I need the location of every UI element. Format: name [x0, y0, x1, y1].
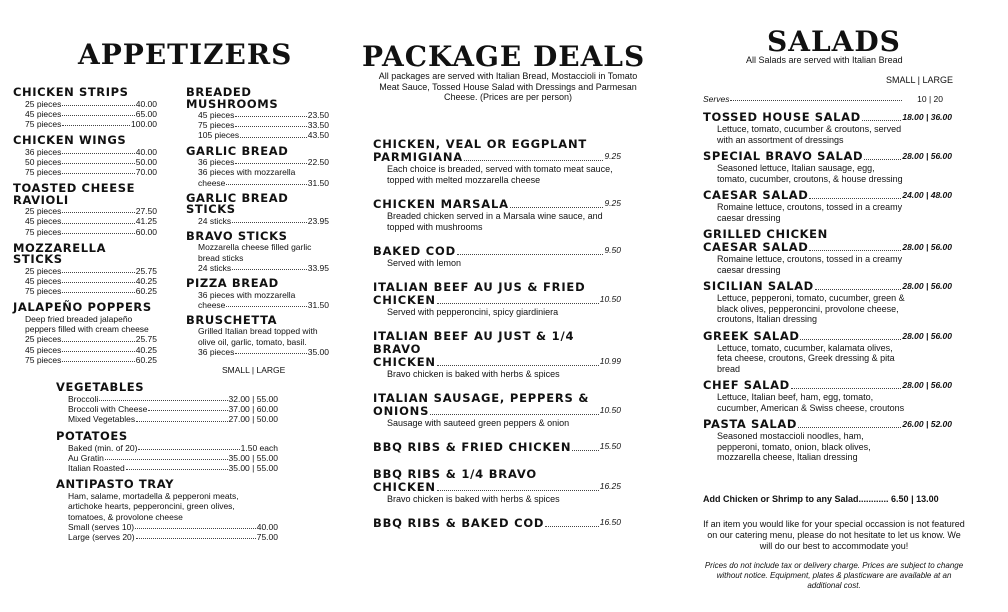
row-label: 24 sticks — [198, 262, 232, 273]
leader-dots — [809, 241, 901, 251]
salad-price-row — [703, 280, 952, 293]
price-row — [186, 300, 329, 310]
row-price: 33.50 — [307, 120, 329, 131]
price-row — [13, 266, 157, 276]
package-price-row — [373, 198, 621, 211]
row-label: 36 pieces — [25, 146, 62, 157]
price-row — [56, 532, 278, 542]
price-row — [186, 290, 329, 300]
price-row — [186, 157, 329, 167]
leader-dots — [862, 111, 902, 121]
package-desc: Served with pepperoncini, spicy giardiniera — [387, 307, 559, 317]
leader-dots — [148, 404, 227, 411]
salad-item — [703, 150, 952, 184]
row-price: 23.50 — [307, 110, 329, 120]
row-price: 1.50 each — [240, 442, 278, 453]
price-row — [13, 167, 157, 177]
salad-price: 28.00 | 56.00 — [902, 281, 952, 291]
row-price: 100.00 — [131, 118, 157, 129]
salad-item — [703, 418, 952, 463]
leader-dots — [136, 414, 227, 421]
salad-price-row — [703, 189, 952, 202]
leader-dots — [62, 157, 134, 164]
package-name: CHICKEN, VEAL OR EGGPLANT — [373, 137, 588, 151]
package-price-row — [373, 517, 621, 530]
leader-dots — [138, 443, 239, 450]
price-row — [56, 463, 278, 473]
row-label: Italian Roasted — [68, 463, 125, 474]
package-name: BBQ RIBS & BAKED COD — [373, 516, 545, 530]
row-price: 32.00 | 55.00 — [228, 394, 278, 404]
package-name-cont: ONIONS — [373, 404, 430, 418]
package-name: CHICKEN MARSALA — [373, 197, 509, 211]
row-price: 37.00 | 60.00 — [228, 404, 278, 415]
leader-dots — [105, 453, 228, 460]
price-row — [56, 443, 278, 453]
price-row — [13, 345, 157, 355]
row-label: cheese — [198, 299, 226, 310]
leader-dots — [815, 280, 902, 290]
appetizer-desc: Mozzarella cheese filled garlic bread sticks — [198, 242, 312, 263]
salad-desc: Lettuce, pepperoni, tomato, cucumber, green & black olives, pepperoncini, provolone cheese, croutons, Italian dressing — [717, 293, 905, 324]
price-row — [186, 178, 329, 188]
salad-name: CAESAR SALAD — [703, 188, 809, 202]
salad-price-row — [703, 418, 952, 431]
side-section — [56, 478, 278, 542]
leader-dots — [62, 99, 134, 106]
leader-dots — [235, 157, 306, 164]
package-price: 16.25 — [599, 481, 621, 491]
price-row — [13, 227, 157, 237]
row-price: 35.00 — [307, 346, 329, 357]
row-price: 27.00 | 50.00 — [228, 414, 278, 425]
salad-name: CHEF SALAD — [703, 378, 790, 392]
package-price: 10.50 — [599, 405, 621, 415]
row-price: 22.50 — [307, 157, 329, 168]
addon-price: 6.50 | 13.00 — [891, 494, 939, 504]
leader-dots — [800, 330, 901, 340]
row-price: 40.25 — [135, 344, 157, 355]
row-label: 25 pieces — [25, 334, 62, 345]
salad-price: 26.00 | 52.00 — [902, 419, 952, 429]
row-label: 25 pieces — [25, 206, 62, 217]
salad-price: 28.00 | 56.00 — [902, 242, 952, 252]
salads-list — [703, 111, 952, 468]
package-deals-list — [373, 138, 621, 530]
salad-name: PASTA SALAD — [703, 417, 797, 431]
leader-dots — [809, 189, 901, 199]
leader-dots — [226, 300, 306, 307]
leader-dots — [510, 198, 604, 208]
price-row — [13, 286, 157, 296]
row-label: 105 pieces — [198, 130, 240, 141]
row-label: 45 pieces — [25, 344, 62, 355]
row-label: 75 pieces — [198, 120, 235, 131]
leader-dots — [226, 178, 306, 185]
price-row — [13, 206, 157, 216]
row-price: 31.50 — [307, 299, 329, 310]
price-row — [186, 110, 329, 120]
package-price-row — [373, 481, 621, 494]
appetizer-item — [186, 312, 329, 357]
row-price: 40.25 — [135, 276, 157, 287]
leader-dots — [62, 334, 134, 341]
appetizers-left-column — [13, 87, 157, 371]
appetizer-name: JALAPEÑO POPPERS — [13, 300, 152, 315]
salad-name: GRILLED CHICKEN — [703, 227, 828, 241]
appetizer-name: GARLIC BREAD STICKS — [186, 190, 289, 217]
row-label: 75 pieces — [25, 118, 62, 129]
salad-item — [703, 330, 952, 375]
price-row — [56, 522, 278, 532]
row-price: 35.00 | 55.00 — [228, 463, 278, 474]
row-label: Small (serves 10) — [68, 521, 135, 532]
package-price-row — [373, 245, 621, 258]
leader-dots — [430, 405, 599, 415]
row-label: 36 pieces with mozzarella — [198, 167, 296, 178]
package-price-row — [373, 294, 621, 307]
row-price: 25.75 — [135, 265, 157, 276]
row-label: Large (serves 20) — [68, 532, 135, 543]
appetizer-name: PIZZA BREAD — [186, 276, 279, 291]
package-item — [373, 281, 621, 318]
price-row — [56, 414, 278, 424]
salad-name: TOSSED HOUSE SALAD — [703, 110, 861, 124]
package-item — [373, 330, 621, 380]
row-price: 60.25 — [135, 354, 157, 365]
package-desc: Sausage with sauteed green peppers & onion — [387, 418, 570, 428]
leader-dots — [572, 441, 598, 451]
package-name: BBQ RIBS & 1/4 BRAVO — [373, 467, 537, 481]
package-price: 9.25 — [604, 151, 621, 161]
leader-dots — [232, 216, 307, 223]
leader-dots — [62, 109, 134, 116]
package-desc: Served with lemon — [387, 258, 462, 268]
salad-name: GREEK SALAD — [703, 328, 800, 343]
row-label: 75 pieces — [25, 167, 62, 178]
appetizer-name: MOZZARELLA STICKS — [13, 240, 107, 267]
salad-name: SICILIAN SALAD — [703, 279, 814, 293]
appetizer-item — [186, 190, 329, 226]
package-price-row — [373, 441, 621, 454]
package-name-cont: CHICKEN — [373, 293, 436, 307]
row-price: 60.25 — [135, 286, 157, 297]
salad-name: SPECIAL BRAVO SALAD — [703, 149, 864, 163]
leader-dots — [457, 245, 604, 255]
row-label: 36 pieces with mozzarella — [198, 289, 296, 300]
row-price: 50.00 — [135, 156, 157, 167]
salad-price-row — [703, 241, 952, 254]
appetizer-desc: Grilled Italian bread topped with olive oil, garlic, tomato, basil. — [198, 326, 318, 347]
package-price: 15.50 — [599, 441, 621, 451]
package-name: ITALIAN BEEF AU JUS & FRIED — [373, 280, 586, 294]
leader-dots — [62, 206, 134, 213]
row-label: 45 pieces — [25, 108, 62, 119]
side-section-name: POTATOES — [56, 428, 128, 443]
leader-dots — [235, 347, 306, 354]
row-price: 40.00 — [135, 146, 157, 157]
row-label: Broccoli with Cheese — [68, 404, 148, 415]
appetizer-item — [13, 87, 157, 129]
row-label: 75 pieces — [25, 286, 62, 297]
package-price: 10.99 — [599, 356, 621, 366]
appetizer-item — [186, 87, 329, 141]
price-row — [186, 347, 329, 357]
package-price-row — [373, 405, 621, 418]
row-label: 25 pieces — [25, 98, 62, 109]
package-deals-intro: All packages are served with Italian Bread, Mostaccioli in Tomato Meat Sauce, Tossed House Salad with Dressings and Parmesan Cheese. (Prices are per person) — [378, 71, 638, 102]
leader-dots — [798, 418, 901, 428]
appetizers-title: APPETIZERS — [78, 38, 293, 71]
salad-item — [703, 189, 952, 223]
appetizer-desc: Deep fried breaded jalapeño peppers filled with cream cheese — [25, 313, 149, 335]
row-price: 75.00 — [256, 532, 278, 543]
price-row — [13, 355, 157, 365]
sides-size-header: SMALL | LARGE — [222, 365, 286, 375]
price-row — [186, 130, 329, 140]
appetizer-name: CHICKEN WINGS — [13, 133, 127, 148]
leader-dots — [99, 394, 227, 401]
price-row — [56, 404, 278, 414]
leader-dots — [62, 147, 134, 154]
package-deals-title: PACKAGE DEALS — [362, 40, 646, 73]
salad-desc: Lettuce, tomato, cucumber, kalamata olives, feta cheese, croutons, Greek dressing & pita bread — [717, 342, 895, 374]
package-name: ITALIAN BEEF AU JUST & 1/4 BRAVO — [373, 329, 575, 356]
package-desc: Each choice is breaded, served with tomato meat sauce, topped with melted mozzarella cheese — [387, 164, 613, 185]
salad-price-row — [703, 330, 952, 343]
appetizer-item — [13, 135, 157, 177]
package-item — [373, 517, 621, 530]
appetizer-item — [186, 228, 329, 273]
row-label: 36 pieces — [198, 346, 235, 357]
appetizer-item — [13, 302, 157, 365]
leader-dots — [437, 294, 599, 304]
appetizer-item — [186, 278, 329, 310]
serves-label: Serves — [703, 94, 730, 104]
salad-item — [703, 280, 952, 325]
row-price: 40.00 — [135, 98, 157, 109]
row-price: 41.25 — [135, 216, 157, 227]
row-price: 25.75 — [135, 334, 157, 345]
side-section-name: VEGETABLES — [56, 380, 145, 394]
salads-serves-row — [703, 94, 943, 104]
row-price: 70.00 — [135, 167, 157, 178]
price-row — [13, 334, 157, 344]
package-item — [373, 198, 621, 233]
price-row — [13, 276, 157, 286]
row-price: 60.00 — [135, 226, 157, 237]
leader-dots — [545, 517, 598, 527]
row-label: 45 pieces — [198, 110, 235, 120]
leader-dots — [62, 167, 134, 174]
leader-dots — [62, 227, 134, 234]
leader-dots — [235, 110, 306, 117]
serves-value: 10 | 20 — [917, 94, 943, 104]
salad-desc: Romaine lettuce, croutons, tossed in a creamy caesar dressing — [717, 202, 903, 223]
row-price: 43.50 — [307, 130, 329, 141]
appetizer-name: TOASTED CHEESE RAVIOLI — [13, 181, 136, 207]
leader-dots — [62, 119, 130, 126]
salad-price-row — [703, 379, 952, 392]
package-price-row — [373, 356, 621, 369]
package-item — [373, 468, 621, 505]
leader-dots — [62, 216, 134, 223]
row-label: 45 pieces — [25, 276, 62, 287]
price-row — [13, 147, 157, 157]
appetizer-name: BRUSCHETTA — [186, 312, 278, 327]
salad-price-row — [703, 150, 952, 163]
leader-dots — [296, 167, 328, 174]
salads-title: SALADS — [767, 25, 901, 58]
row-price: 40.00 — [256, 521, 278, 532]
disclaimer: Prices do not include tax or delivery charge. Prices are subject to change without notice. Equipment, plates & plasticware are available at an additional cost. — [704, 561, 964, 590]
price-row — [13, 216, 157, 226]
addon-line: Add Chicken or Shrimp to any Salad............ 6.50 | 13.00 — [703, 494, 939, 504]
leader-dots — [62, 266, 134, 273]
salads-size-header: SMALL | LARGE — [886, 75, 954, 85]
price-row — [56, 453, 278, 463]
side-section-name: ANTIPASTO TRAY — [56, 477, 175, 492]
leader-dots — [232, 263, 307, 270]
salad-name: CAESAR SALAD — [703, 240, 809, 254]
appetizer-name: GARLIC BREAD — [186, 143, 289, 158]
leader-dots — [791, 379, 902, 389]
row-price: 33.95 — [307, 262, 329, 273]
appetizer-name: CHICKEN STRIPS — [13, 85, 129, 99]
appetizers-right-column — [186, 87, 329, 362]
appetizer-name: BREADED MUSHROOMS — [186, 85, 279, 111]
price-row — [13, 99, 157, 109]
leader-dots — [62, 286, 134, 293]
row-label: 50 pieces — [25, 156, 62, 167]
salad-desc: Lettuce, tomato, cucumber & croutons, served with an assortment of dressings — [717, 124, 902, 145]
salad-item — [703, 228, 952, 275]
package-item — [373, 245, 621, 269]
leader-dots — [437, 356, 599, 366]
row-price: 23.95 — [307, 215, 329, 226]
appetizer-item — [186, 143, 329, 188]
package-desc: Bravo chicken is baked with herbs & spices — [387, 494, 560, 504]
leader-dots — [235, 120, 306, 127]
row-label: 24 sticks — [198, 215, 232, 226]
package-price: 16.50 — [599, 517, 621, 527]
package-name: BBQ RIBS & FRIED CHICKEN — [373, 440, 572, 454]
leader-dots — [126, 463, 228, 470]
row-label: Baked (min. of 20) — [68, 442, 138, 453]
row-price: 31.50 — [307, 177, 329, 188]
price-row — [186, 263, 329, 273]
salad-price-row — [703, 111, 952, 124]
appetizer-item — [13, 240, 157, 297]
price-row — [186, 216, 329, 226]
row-label: Au Gratin — [68, 452, 104, 463]
price-row — [13, 109, 157, 119]
salad-desc: Lettuce, Italian beef, ham, egg, tomato, cucumber, American & Swiss cheese, croutons — [717, 392, 905, 413]
row-label: 36 pieces — [198, 157, 235, 168]
leader-dots — [296, 290, 328, 297]
leader-dots — [240, 130, 307, 137]
salad-price: 18.00 | 36.00 — [902, 112, 952, 122]
salads-subtitle: All Salads are served with Italian Bread — [746, 55, 903, 65]
package-price-row — [373, 151, 621, 164]
package-item — [373, 392, 621, 429]
salad-price: 28.00 | 56.00 — [902, 330, 952, 341]
special-request-note: If an item you would like for your special occassion is not featured on our catering menu, please do not hesitate to let us know. We will do our best to accommodate you! — [703, 519, 965, 551]
salad-item — [703, 111, 952, 145]
package-price: 10.50 — [599, 294, 621, 304]
salad-desc: Seasoned lettuce, Italian sausage, egg, tomato, cucumber, croutons, & house dressing — [717, 163, 903, 184]
price-row — [186, 167, 329, 177]
package-name-cont: CHICKEN — [373, 355, 436, 369]
row-label: 75 pieces — [25, 226, 62, 237]
price-row — [56, 394, 278, 404]
leader-dots — [62, 276, 134, 283]
price-row — [186, 120, 329, 130]
side-section-desc: Ham, salame, mortadella & pepperoni meats, artichoke hearts, pepperoncini, green olives, tomatoes, & provolone cheese — [68, 491, 239, 522]
salad-item — [703, 379, 952, 413]
package-name-cont: PARMIGIANA — [373, 150, 463, 164]
package-name: ITALIAN SAUSAGE, PEPPERS & — [373, 391, 590, 405]
package-desc: Bravo chicken is baked with herbs & spices — [387, 369, 560, 379]
leader-dots — [136, 532, 256, 539]
price-row — [13, 119, 157, 129]
package-desc: Breaded chicken served in a Marsala wine sauce, and topped with mushrooms — [387, 211, 603, 232]
leader-dots — [464, 151, 603, 161]
appetizer-name: BRAVO STICKS — [186, 228, 288, 243]
price-row — [13, 157, 157, 167]
salad-price: 24.00 | 48.00 — [902, 190, 952, 200]
row-label: 25 pieces — [25, 265, 62, 276]
leader-dots — [62, 345, 134, 352]
leader-dots — [135, 522, 256, 529]
package-name: BAKED COD — [373, 244, 456, 258]
package-name-cont: CHICKEN — [373, 480, 436, 494]
row-label: cheese — [198, 177, 226, 188]
row-label: 45 pieces — [25, 216, 62, 227]
row-price: 35.00 | 55.00 — [228, 452, 278, 463]
salad-desc: Romaine lettuce, croutons, tossed in a creamy caesar dressing — [717, 254, 903, 275]
row-label: Broccoli — [68, 394, 99, 404]
package-item — [373, 441, 621, 454]
row-label: 75 pieces — [25, 354, 62, 365]
package-price: 9.25 — [604, 198, 621, 208]
salad-price: 28.00 | 56.00 — [902, 380, 952, 390]
appetizer-item — [13, 183, 157, 237]
salad-price: 28.00 | 56.00 — [902, 151, 952, 161]
side-section — [56, 430, 278, 474]
leader-dots — [437, 481, 599, 491]
row-price: 27.50 — [135, 206, 157, 217]
row-price: 65.00 — [135, 108, 157, 119]
sides-column — [56, 381, 278, 547]
package-price: 9.50 — [604, 245, 621, 255]
salad-desc: Seasoned mostaccioli noodles, ham, pepperoni, tomato, onion, black olives, mozzarella cheese, Italian dressing — [717, 431, 871, 462]
side-section — [56, 381, 278, 425]
addon-label: Add Chicken or Shrimp to any Salad — [703, 494, 859, 504]
row-label: Mixed Vegetables — [68, 414, 136, 425]
leader-dots — [62, 355, 134, 362]
leader-dots — [864, 150, 901, 160]
package-item — [373, 138, 621, 186]
